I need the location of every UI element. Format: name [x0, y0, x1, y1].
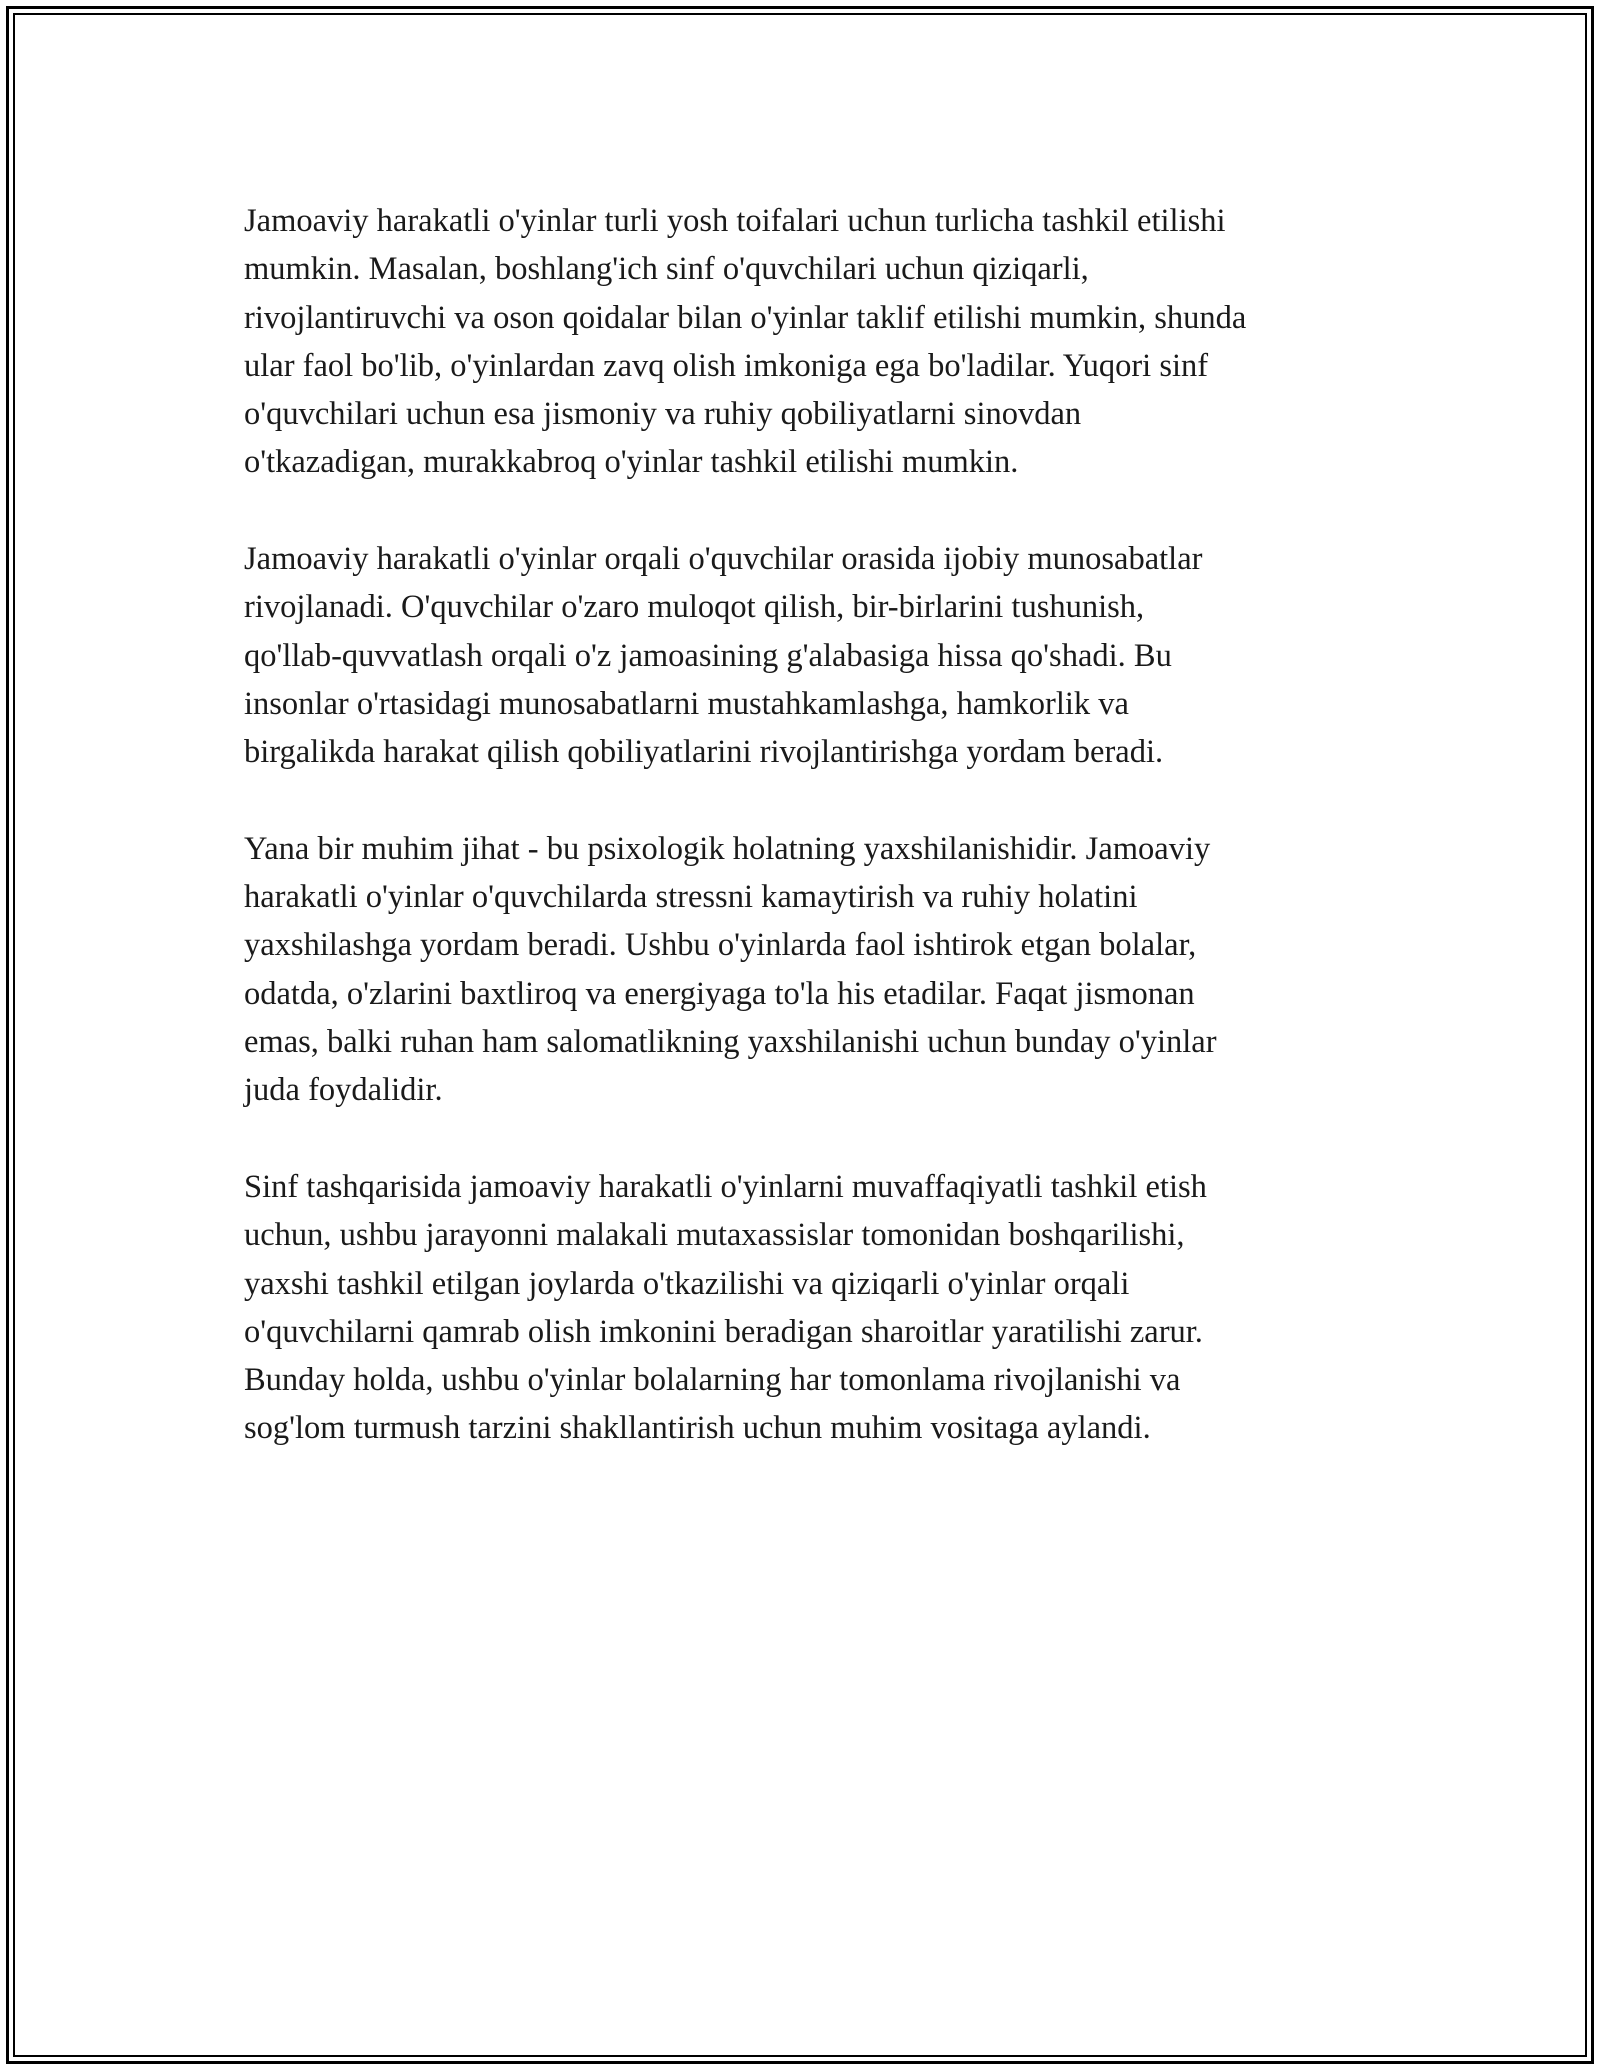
paragraph-age-groups: [244, 197, 1394, 487]
text-line: rivojlantiruvchi va oson qoidalar bilan o'yinlar taklif etilishi mumkin, shunda: [244, 299, 1247, 336]
text-line: Jamoaviy harakatli o'yinlar turli yosh toifalari uchun turlicha tashkil etilishi: [244, 203, 1226, 239]
text-line: Yana bir muhim jihat - bu psixologik holatning yaxshilanishidir. Jamoaviy: [244, 830, 1211, 867]
text-line: Sinf tashqarisida jamoaviy harakatli o'yinlarni muvaffaqiyatli tashkil etish: [244, 1168, 1207, 1205]
text-line: o'quvchilari uchun esa jismoniy va ruhiy qobiliyatlarni sinovdan: [244, 396, 1082, 433]
text-line: birgalikda harakat qilish qobiliyatlarini rivojlantirishga yordam beradi.: [244, 734, 1164, 771]
text-line: yaxshilashga yordam beradi. Ushbu o'yinlarda faol ishtirok etgan bolalar,: [244, 927, 1197, 964]
paragraph-relationships: [244, 535, 1394, 776]
paragraph-psychology: [244, 825, 1394, 1115]
text-line: o'quvchilarni qamrab olish imkonini beradigan sharoitlar yaratilishi zarur.: [244, 1313, 1203, 1350]
text-line: emas, balki ruhan ham salomatlikning yaxshilanishi uchun bunday o'yinlar: [244, 1024, 1217, 1061]
document-body: [244, 197, 1394, 1501]
text-line: harakatli o'yinlar o'quvchilarda stressni kamaytirish va ruhiy holatini: [244, 879, 1138, 916]
paragraph-conditions: [244, 1163, 1394, 1453]
text-line: ular faol bo'lib, o'yinlardan zavq olish imkoniga ega bo'ladilar. Yuqori sinf: [244, 347, 1209, 384]
text-line: insonlar o'rtasidagi munosabatlarni mustahkamlashga, hamkorlik va: [244, 685, 1129, 722]
text-line: qo'llab-quvvatlash orqali o'z jamoasining g'alabasiga hissa qo'shadi. Bu: [244, 637, 1172, 674]
text-line: uchun, ushbu jarayonni malakali mutaxassislar tomonidan boshqarilishi,: [244, 1217, 1185, 1254]
text-line: sog'lom turmush tarzini shakllantirish uchun muhim vositaga aylandi.: [244, 1410, 1151, 1447]
text-line: Jamoaviy harakatli o'yinlar orqali o'quvchilar orasida ijobiy munosabatlar: [244, 541, 1203, 578]
page-border: [6, 6, 1594, 2064]
text-line: yaxshi tashkil etilgan joylarda o'tkazilishi va qiziqarli o'yinlar orqali: [244, 1265, 1130, 1302]
text-line: rivojlanadi. O'quvchilar o'zaro muloqot qilish, bir-birlarini tushunish,: [244, 589, 1145, 626]
text-line: Bunday holda, ushbu o'yinlar bolalarning har tomonlama rivojlanishi va: [244, 1362, 1181, 1399]
text-line: o'tkazadigan, murakkabroq o'yinlar tashkil etilishi mumkin.: [244, 444, 1019, 481]
text-line: mumkin. Masalan, boshlang'ich sinf o'quvchilari uchun qiziqarli,: [244, 251, 1089, 288]
text-line: juda foydalidir.: [244, 1072, 443, 1109]
text-line: odatda, o'zlarini baxtliroq va energiyaga to'la his etadilar. Faqat jismonan: [244, 975, 1195, 1012]
